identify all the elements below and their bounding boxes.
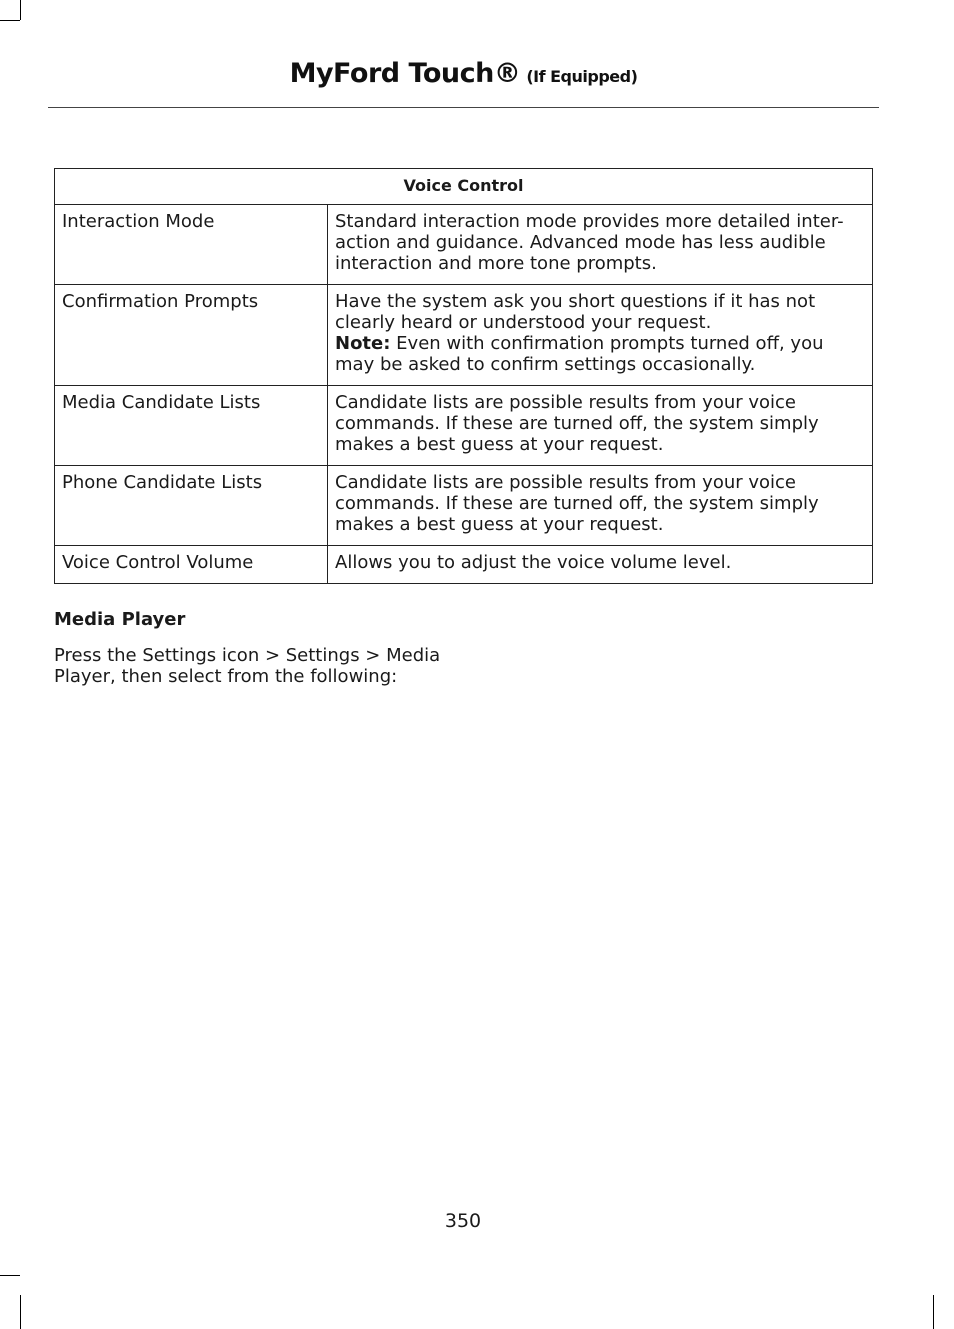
setting-description: Standard interaction mode provides more detailed inter-action and guidance. Advanced mode has less audible interaction and more tone prompts. bbox=[328, 205, 873, 285]
table-row bbox=[55, 386, 873, 466]
setting-name: Voice Control Volume bbox=[55, 546, 328, 584]
table-row bbox=[55, 285, 873, 386]
page-subtitle: (If Equipped) bbox=[526, 67, 638, 86]
table-row bbox=[55, 205, 873, 285]
crop-mark bbox=[0, 1275, 20, 1276]
setting-description: Allows you to adjust the voice volume level. bbox=[328, 546, 873, 584]
section-body: Press the Settings icon > Settings > Media Player, then select from the following: bbox=[54, 645, 441, 687]
crop-mark bbox=[0, 20, 20, 21]
setting-name: Interaction Mode bbox=[55, 205, 328, 285]
crop-mark bbox=[20, 0, 21, 20]
page-header bbox=[48, 55, 879, 108]
description-text: Have the system ask you short questions if it has not clearly heard or understood your request. bbox=[335, 291, 816, 333]
setting-description: Candidate lists are possible results from your voice commands. If these are turned off, the system simply makes a best guess at your request. bbox=[328, 466, 873, 546]
note-text: Even with confirmation prompts turned off, you may be asked to confirm settings occasionally. bbox=[335, 333, 824, 375]
page-title-text: MyFord Touch® bbox=[289, 58, 521, 89]
crop-mark bbox=[20, 1295, 21, 1329]
setting-name: Media Candidate Lists bbox=[55, 386, 328, 466]
page-title bbox=[290, 58, 638, 89]
setting-name: Confirmation Prompts bbox=[55, 285, 328, 386]
crop-mark bbox=[933, 1295, 934, 1329]
section-heading: Media Player bbox=[54, 609, 186, 630]
setting-name: Phone Candidate Lists bbox=[55, 466, 328, 546]
note-label: Note: bbox=[335, 333, 391, 354]
setting-description bbox=[328, 285, 873, 386]
setting-description: Candidate lists are possible results from your voice commands. If these are turned off, the system simply makes a best guess at your request. bbox=[328, 386, 873, 466]
table-row bbox=[55, 546, 873, 584]
table-title: Voice Control bbox=[55, 169, 873, 205]
page-number: 350 bbox=[444, 1210, 482, 1232]
voice-control-table bbox=[54, 168, 873, 584]
table-row bbox=[55, 466, 873, 546]
